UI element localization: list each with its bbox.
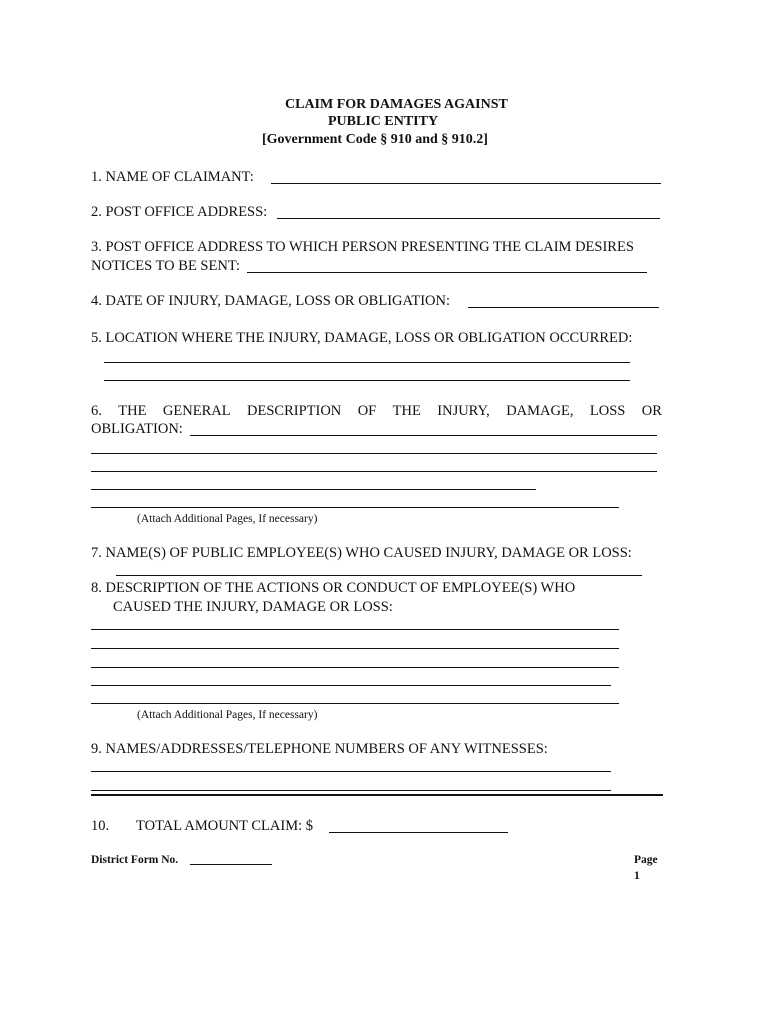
section-divider xyxy=(91,794,663,796)
field-9-line-1[interactable] xyxy=(91,771,611,772)
field-5-label: 5. LOCATION WHERE THE INJURY, DAMAGE, LOSS OR OBLIGATION OCCURRED: xyxy=(91,330,633,346)
page-number: 1 xyxy=(634,870,640,882)
field-6-line-3[interactable] xyxy=(91,471,657,472)
field-3-label-line2: NOTICES TO BE SENT: xyxy=(91,258,240,274)
word: OF xyxy=(357,403,377,419)
field-8-line-1[interactable] xyxy=(91,629,619,630)
district-form-label: District Form No. xyxy=(91,854,179,866)
field-6-line-4[interactable] xyxy=(91,489,536,490)
word: THE xyxy=(118,403,147,419)
field-2-label: 2. POST OFFICE ADDRESS: xyxy=(91,204,268,220)
field-6-line-1[interactable] xyxy=(190,435,657,436)
word: INJURY, xyxy=(437,403,490,419)
field-8-line-5[interactable] xyxy=(91,703,619,704)
word: DAMAGE, xyxy=(506,403,574,419)
field-8-line-4[interactable] xyxy=(91,685,611,686)
field-1-label: 1. NAME OF CLAIMANT: xyxy=(91,169,254,185)
field-6-label-line2: OBLIGATION: xyxy=(91,421,183,437)
word: LOSS xyxy=(589,403,626,419)
word: THE xyxy=(392,403,421,419)
attach-note-1: (Attach Additional Pages, If necessary) xyxy=(137,513,318,525)
district-form-number-line[interactable] xyxy=(190,864,272,865)
form-title-line2: PUBLIC ENTITY xyxy=(328,114,439,129)
field-8-line-3[interactable] xyxy=(91,667,619,668)
field-6-line-5[interactable] xyxy=(91,507,619,508)
field-3-label-line1: 3. POST OFFICE ADDRESS TO WHICH PERSON PRESENTING THE CLAIM DESIRES xyxy=(91,239,634,255)
field-10-amount-line[interactable] xyxy=(329,832,508,833)
field-8-label-line2: CAUSED THE INJURY, DAMAGE OR LOSS: xyxy=(113,599,393,615)
field-8-label-line1: 8. DESCRIPTION OF THE ACTIONS OR CONDUCT OF EMPLOYEE(S) WHO xyxy=(91,580,576,596)
field-6-label-line1 xyxy=(91,403,662,420)
field-9-line-2[interactable] xyxy=(91,790,611,791)
field-2-line[interactable] xyxy=(277,218,660,219)
field-4-label: 4. DATE OF INJURY, DAMAGE, LOSS OR OBLIGATION: xyxy=(91,293,451,309)
field-5-line-2[interactable] xyxy=(104,380,630,381)
page-label: Page xyxy=(634,854,658,866)
field-5-line-1[interactable] xyxy=(104,362,630,363)
form-title-line3: [Government Code § 910 and § 910.2] xyxy=(262,132,488,147)
field-4-line[interactable] xyxy=(468,307,659,308)
field-1-line[interactable] xyxy=(271,183,661,184)
field-10-number: 10. xyxy=(91,818,110,834)
field-6-line-2[interactable] xyxy=(91,453,657,454)
word: DESCRIPTION xyxy=(247,403,342,419)
word: OR xyxy=(641,403,662,419)
field-7-label: 7. NAME(S) OF PUBLIC EMPLOYEE(S) WHO CAUSED INJURY, DAMAGE OR LOSS: xyxy=(91,545,632,561)
word: GENERAL xyxy=(162,403,231,419)
field-8-line-2[interactable] xyxy=(91,648,619,649)
field-7-line[interactable] xyxy=(116,575,642,576)
attach-note-2: (Attach Additional Pages, If necessary) xyxy=(137,709,318,721)
word: 6. xyxy=(91,403,102,419)
field-10-label: TOTAL AMOUNT CLAIM: $ xyxy=(136,818,314,834)
form-title-line1: CLAIM FOR DAMAGES AGAINST xyxy=(285,97,508,112)
field-3-line[interactable] xyxy=(247,272,647,273)
field-9-label: 9. NAMES/ADDRESSES/TELEPHONE NUMBERS OF ANY WITNESSES: xyxy=(91,741,548,757)
